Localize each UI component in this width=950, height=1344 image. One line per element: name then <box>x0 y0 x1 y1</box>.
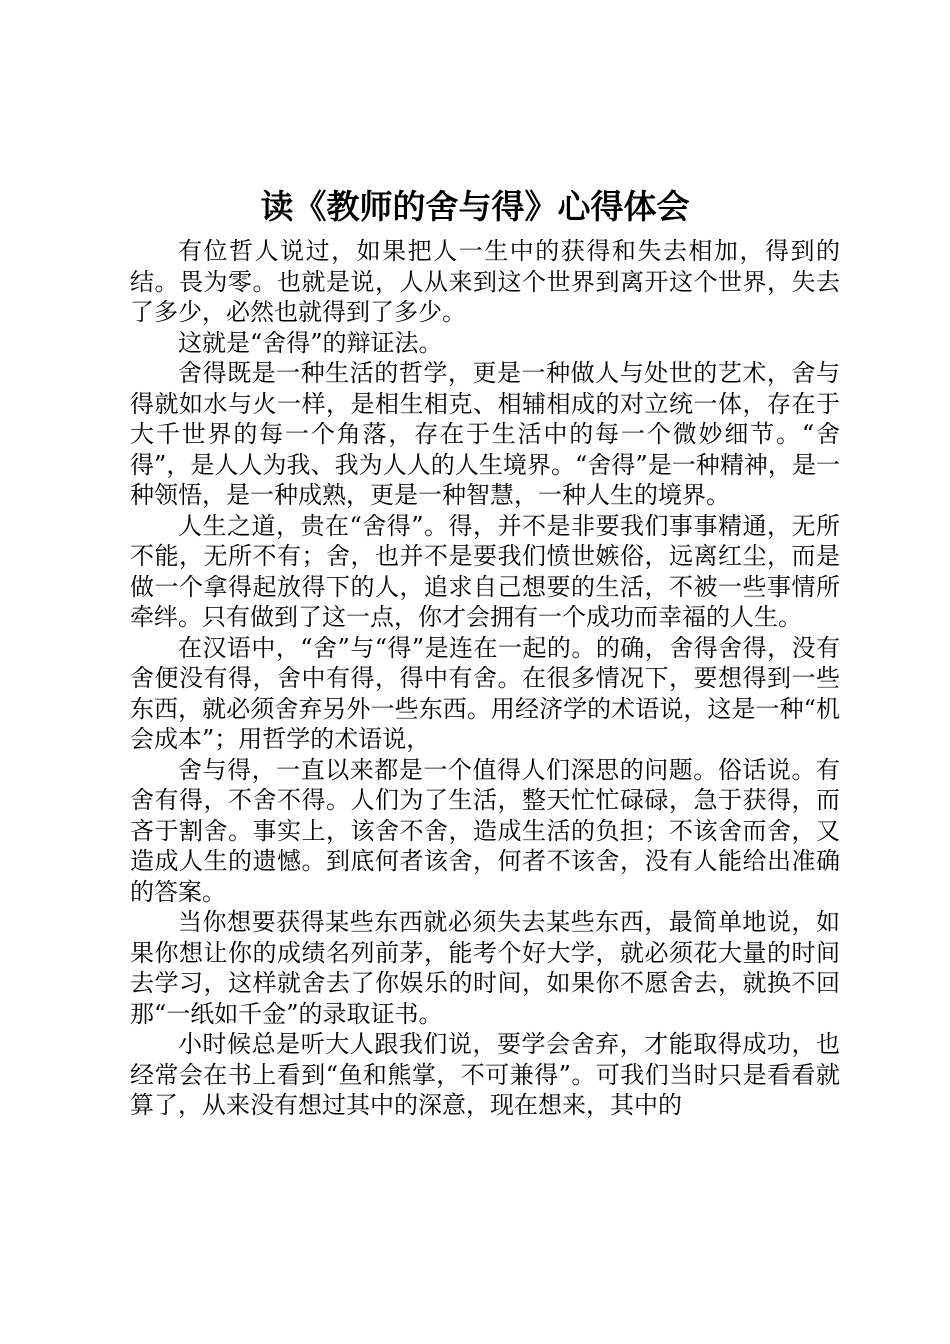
paragraph: 舍与得，一直以来都是一个值得人们深思的问题。俗话说。有舍有得，不舍不得。人们为了生活，整天忙忙碌碌，急于获得，而吝于割舍。事实上，该舍不舍，造成生活的负担；不该舍而舍，又造成人生的遗憾。到底何者该舍，何者不该舍，没有人能给出准确的答案。 <box>130 755 840 906</box>
paragraph: 有位哲人说过，如果把人一生中的获得和失去相加，得到的结。畏为零。也就是说，人从来到这个世界到离开这个世界，失去了多少，必然也就得到了多少。 <box>130 237 840 326</box>
paragraph: 这就是“舍得”的辩证法。 <box>178 328 443 357</box>
paragraph: 舍得既是一种生活的哲学，更是一种做人与处世的艺术，舍与得就如水与火一样，是相生相克、相辅相成的对立统一体，存在于大千世界的每一个角落，存在于生活中的每一个微妙细节。“舍得”，是人人为我、我为人人的人生境界。“舍得”是一种精神，是一种领悟，是一种成熟，更是一种智慧，一种人生的境界。 <box>130 359 840 509</box>
paragraph: 人生之道，贵在“舍得”。得，并不是非要我们事事精通，无所不能，无所不有；舍，也并不是要我们愤世嫉俗，远离红尘，而是做一个拿得起放得下的人，追求自己想要的生活，不被一些事情所牵绊。只有做到了这一点，你才会拥有一个成功而幸福的人生。 <box>130 511 840 631</box>
document-title: 读《教师的舍与得》心得体会 <box>260 187 690 226</box>
paragraph: 在汉语中，“舍”与“得”是连在一起的。的确，舍得舍得，没有舍便没有得，舍中有得，得中有舍。在很多情况下，要想得到一些东西，就必须舍弃另外一些东西。用经济学的术语说，这是一种“机会成本”；用哲学的术语说， <box>130 633 840 753</box>
paragraph: 小时候总是听大人跟我们说，要学会舍弃，才能取得成功，也经常会在书上看到“鱼和熊掌，不可兼得”。可我们当时只是看看就算了，从来没有想过其中的深意，现在想来，其中的 <box>130 1030 840 1119</box>
paragraph: 当你想要获得某些东西就必须失去某些东西，最简单地说，如果你想让你的成绩名列前茅，能考个好大学，就必须花大量的时间去学习，这样就舍去了你娱乐的时间，如果你不愿舍去，就换不回那“一纸如千金”的录取证书。 <box>130 908 840 1028</box>
document-body <box>130 236 840 1121</box>
